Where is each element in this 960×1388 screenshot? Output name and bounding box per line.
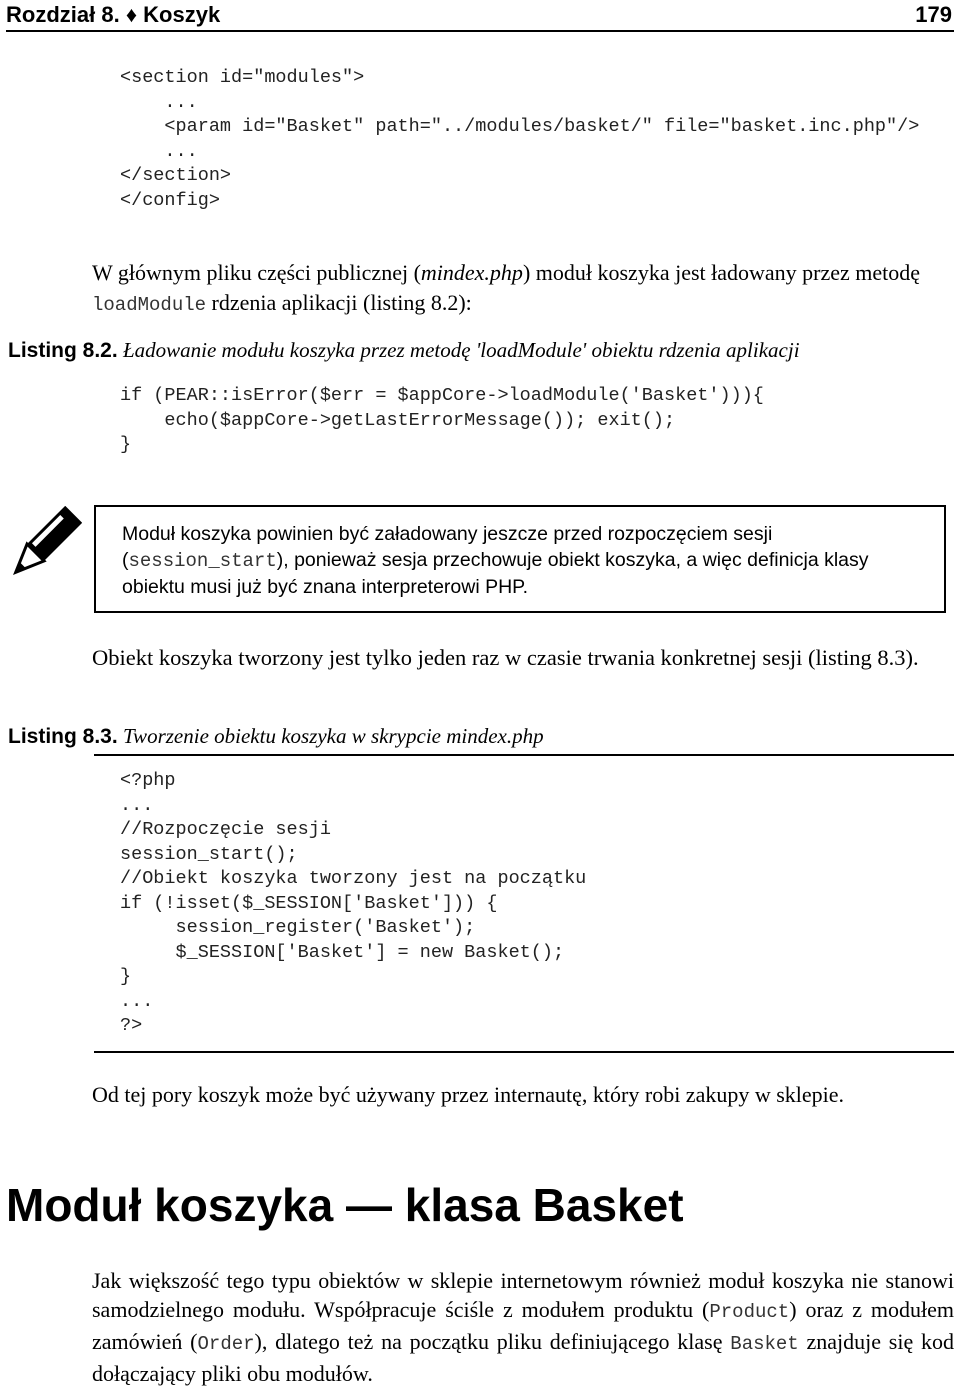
- listing-caption-8-3: [8, 724, 544, 749]
- note-text-part: ), ponieważ sesja przechowuje obiekt koszyka, a więc definicja klasy obiektu musi już być znana interpreterowi PHP.: [122, 549, 869, 598]
- inline-code: Basket: [730, 1333, 799, 1355]
- inline-code: loadModule: [92, 294, 207, 316]
- paragraph-text: ) moduł koszyka jest ładowany przez metodę: [522, 260, 921, 285]
- paragraph-basket-class: [92, 1266, 954, 1388]
- section-title: Moduł koszyka — klasa Basket: [6, 1179, 684, 1231]
- paragraph-text: ) oraz z modułem zamówień (: [92, 1297, 954, 1354]
- listing-label: Listing 8.2.: [8, 339, 118, 362]
- paragraph-text: Jak większość tego typu obiektów w sklepie internetowym również moduł koszyka nie stanowi samodzielnego modułu. Współpracuje ściśle z modułem produktu (: [92, 1268, 954, 1322]
- paragraph-session: Obiekt koszyka tworzony jest tylko jeden raz w czasie trwania konkretnej sesji (listing 8.3).: [92, 645, 919, 670]
- inline-code: session_start: [128, 550, 277, 572]
- chapter-label: Rozdział 8.: [6, 2, 120, 27]
- divider: [94, 1051, 954, 1053]
- note-text: [122, 521, 932, 600]
- paragraph-text: ), dlatego też na początku pliku definiującego klasę: [254, 1329, 731, 1354]
- code-block-mindex: <?php ... //Rozpoczęcie sesji session_start(); //Obiekt koszyka tworzony jest na początku if (!isset($_SESSION['Basket'])) { session_register('Basket'); $_SESSION['Basket'] = new Basket(); } ... ?>: [120, 770, 587, 1036]
- code-block-load-module: if (PEAR::isError($err = $appCore->loadModule('Basket'))){ echo($appCore->getLastErrorMessage()); exit(); }: [120, 385, 764, 455]
- inline-code: Product: [709, 1301, 790, 1323]
- paragraph-intro: [92, 258, 954, 320]
- pencil-icon: [6, 506, 82, 582]
- listing-caption-8-2: [8, 338, 800, 363]
- listing-caption: Tworzenie obiektu koszyka w skrypcie mindex.php: [122, 724, 544, 748]
- listing-caption: Ładowanie modułu koszyka przez metodę 'loadModule' obiektu rdzenia aplikacji: [122, 338, 800, 362]
- paragraph-usage: Od tej pory koszyk może być używany przez internautę, który robi zakupy w sklepie.: [92, 1082, 845, 1107]
- bullet-icon: ♦: [125, 2, 138, 27]
- paragraph-text: rdzenia aplikacji (listing 8.2):: [206, 290, 472, 315]
- note-box: [94, 505, 946, 613]
- page-header: [6, 0, 954, 32]
- page-number: 179: [915, 2, 952, 27]
- divider: [94, 754, 954, 756]
- chapter-title: Koszyk: [143, 2, 221, 27]
- paragraph-text: znajduje się kod dołączający pliki obu modułów.: [92, 1329, 955, 1386]
- listing-label: Listing 8.3.: [8, 725, 118, 748]
- inline-code: Order: [197, 1333, 255, 1355]
- code-block-config: <section id="modules"> ... <param id="Basket" path="../modules/basket/" file="basket.inc.php"/> ... </section> </config>: [120, 67, 920, 211]
- note-text-part: Moduł koszyka powinien być załadowany jeszcze przed rozpoczęciem sesji (: [122, 523, 773, 571]
- filename: mindex.php: [420, 260, 523, 285]
- paragraph-text: W głównym pliku części publicznej (: [92, 260, 421, 285]
- running-head: [6, 2, 220, 28]
